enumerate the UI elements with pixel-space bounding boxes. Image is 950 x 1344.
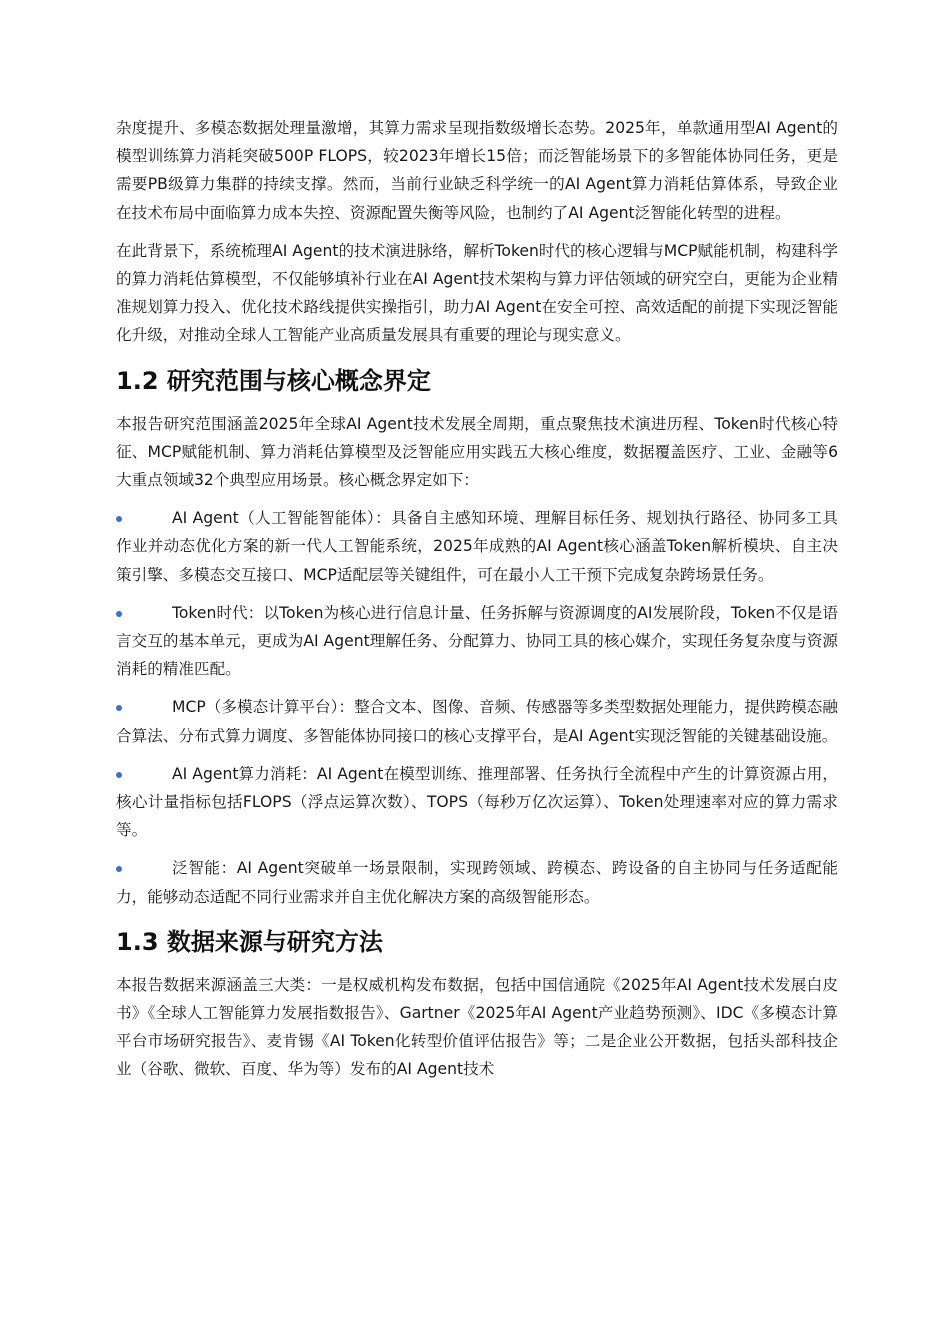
definition-item-ai-agent [116,504,838,589]
definition-text: MCP（多模态计算平台）：整合文本、图像、音频、传感器等多类型数据处理能力，提供跨模态融合算法、分布式算力调度、多智能体协同接口的核心支撑平台，是AI Agent实现泛智能的关键基础设施。 [116,698,838,745]
section-1-2-intro: 本报告研究范围涵盖2025年全球AI Agent技术发展全周期，重点聚焦技术演进历程、Token时代核心特征、MCP赋能机制、算力消耗估算模型及泛智能应用实践五大核心维度，数据覆盖医疗、工业、金融等6大重点领域32个典型应用场景。核心概念界定如下： [116,414,838,490]
section-1-3-intro: 本报告数据来源涵盖三大类：一是权威机构发布数据，包括中国信通院《2025年AI Agent技术发展白皮书》《全球人工智能算力发展指数报告》、Gartner《2025年AI Agent产业趋势预测》、IDC《多模态计算平台市场研究报告》、麦肯锡《AI Token化转型价值评估报告》等；二是企业公开数据，包括头部科技企业（谷歌、微软、百度、华为等）发布的AI Agent技术 [116,975,838,1079]
section-heading-1-3: 1.3 数据来源与研究方法 [116,927,383,956]
bullet-icon [116,516,122,522]
definition-text: 泛智能：AI Agent突破单一场景限制，实现跨领域、跨模态、跨设备的自主协同与任务适配能力，能够动态适配不同行业需求并自主优化解决方案的高级智能形态。 [116,859,838,906]
definition-item-mcp [116,693,838,749]
section-heading-1-2: 1.2 研究范围与核心概念界定 [116,366,431,395]
bullet-icon [116,772,122,778]
bullet-icon [116,866,122,872]
intro-paragraph-1: 杂度提升、多模态数据处理量激增，其算力需求呈现指数级增长态势。2025年，单款通用型AI Agent的模型训练算力消耗突破500P FLOPS，较2023年增长15倍；而泛智能场景下的多智能体协同任务，更是需要PB级算力集群的持续支撑。然而，当前行业缺乏科学统一的AI Agent算力消耗估算体系，导致企业在技术布局中面临算力成本失控、资源配置失衡等风险，也制约了AI Agent泛智能化转型的进程。 [116,119,838,222]
definition-text: Token时代：以Token为核心进行信息计量、任务拆解与资源调度的AI发展阶段，Token不仅是语言交互的基本单元，更成为AI Agent理解任务、分配算力、协同工具的核心媒介，实现任务复杂度与资源消耗的精准匹配。 [116,603,838,679]
bullet-icon [116,705,122,711]
definition-item-token-era [116,599,838,684]
bullet-icon [116,611,122,617]
intro-paragraph-2: 在此背景下，系统梳理AI Agent的技术演进脉络，解析Token时代的核心逻辑与MCP赋能机制，构建科学的算力消耗估算模型，不仅能够填补行业在AI Agent技术架构与算力评估领域的研究空白，更能为企业精准规划算力投入、优化技术路线提供实操指引，助力AI Agent在安全可控、高效适配的前提下实现泛智能化升级，对推动全球人工智能产业高质量发展具有重要的理论与现实意义。 [116,241,838,345]
definition-item-compute-consumption [116,760,838,845]
definition-list [116,504,838,911]
definition-text: AI Agent（人工智能智能体）：具备自主感知环境、理解目标任务、规划执行路径、协同多工具作业并动态优化方案的新一代人工智能系统，2025年成熟的AI Agent核心涵盖Token解析模块、自主决策引擎、多模态交互接口、MCP适配层等关键组件，可在最小人工干预下完成复杂跨场景任务。 [116,509,838,584]
definition-item-pan-intelligence [116,854,838,910]
definition-text: AI Agent算力消耗：AI Agent在模型训练、推理部署、任务执行全流程中产生的计算资源占用，核心计量指标包括FLOPS（浮点运算次数）、TOPS（每秒万亿次运算）、Token处理速率对应的算力需求等。 [116,764,838,840]
